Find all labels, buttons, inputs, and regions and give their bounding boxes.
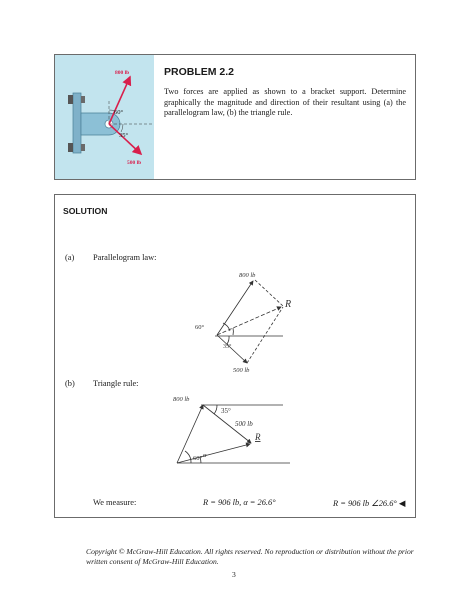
force-500-label: 500 lb: [127, 160, 142, 166]
pgram-800-label: 800 lb: [239, 272, 256, 279]
wall-plate: [73, 93, 81, 153]
solution-panel: [54, 194, 416, 518]
problem-title: PROBLEM 2.2: [164, 66, 235, 78]
tri-angle-35: 35°: [221, 407, 231, 415]
part-a-text: Parallelogram law:: [93, 253, 157, 262]
measure-value: R = 906 lb, α = 26.6°: [203, 498, 276, 507]
pgram-500-vector: [217, 335, 247, 363]
answer-marker-icon: ◀: [398, 499, 406, 508]
problem-statement: Two forces are applied as shown to a bracket support. Determine graphically the magnitude and direction of their resultant using (a) the parallelogram law, (b) the triangle rule.: [164, 87, 406, 117]
triangle-sketch: [165, 391, 335, 473]
pgram-angle-35: 35°: [223, 344, 232, 350]
tri-resultant-label: R: [255, 432, 261, 442]
tri-angle-60: 60°: [193, 455, 203, 462]
force-800-label: 800 lb: [115, 70, 130, 76]
force-800-arrow: [109, 77, 130, 124]
solution-title: SOLUTION: [63, 206, 108, 216]
measure-label: We measure:: [93, 498, 137, 507]
parallelogram-sketch: [175, 265, 325, 377]
bracket-figure: [55, 55, 154, 179]
tri-alpha: α: [203, 452, 207, 459]
tri-800-label: 800 lb: [173, 396, 190, 403]
bracket-figure-svg: [55, 55, 154, 179]
force-500-arrow: [109, 124, 141, 154]
angle-35-label: 35°: [119, 132, 129, 139]
final-answer-text: R = 906 lb ∠26.6°: [333, 499, 397, 508]
part-b-label: (b): [65, 379, 75, 388]
copyright-notice: Copyright © McGraw-Hill Education. All rights reserved. No reproduction or distribution without the prior written consent of McGraw-Hill Education.: [86, 547, 414, 566]
page-number: 3: [232, 570, 236, 579]
pgram-resultant-label: R: [285, 299, 292, 310]
pgram-angle-60: 60°: [195, 324, 205, 331]
bolt-top: [68, 95, 73, 104]
part-b-text: Triangle rule:: [93, 379, 139, 388]
part-a-label: (a): [65, 253, 75, 262]
problem-panel: [54, 54, 416, 180]
pgram-500-label: 500 lb: [233, 367, 250, 374]
tri-500-label: 500 lb: [235, 420, 253, 428]
bolt-bottom: [68, 143, 73, 152]
angle-60-label: 60°: [114, 109, 124, 116]
final-answer: [333, 498, 405, 508]
